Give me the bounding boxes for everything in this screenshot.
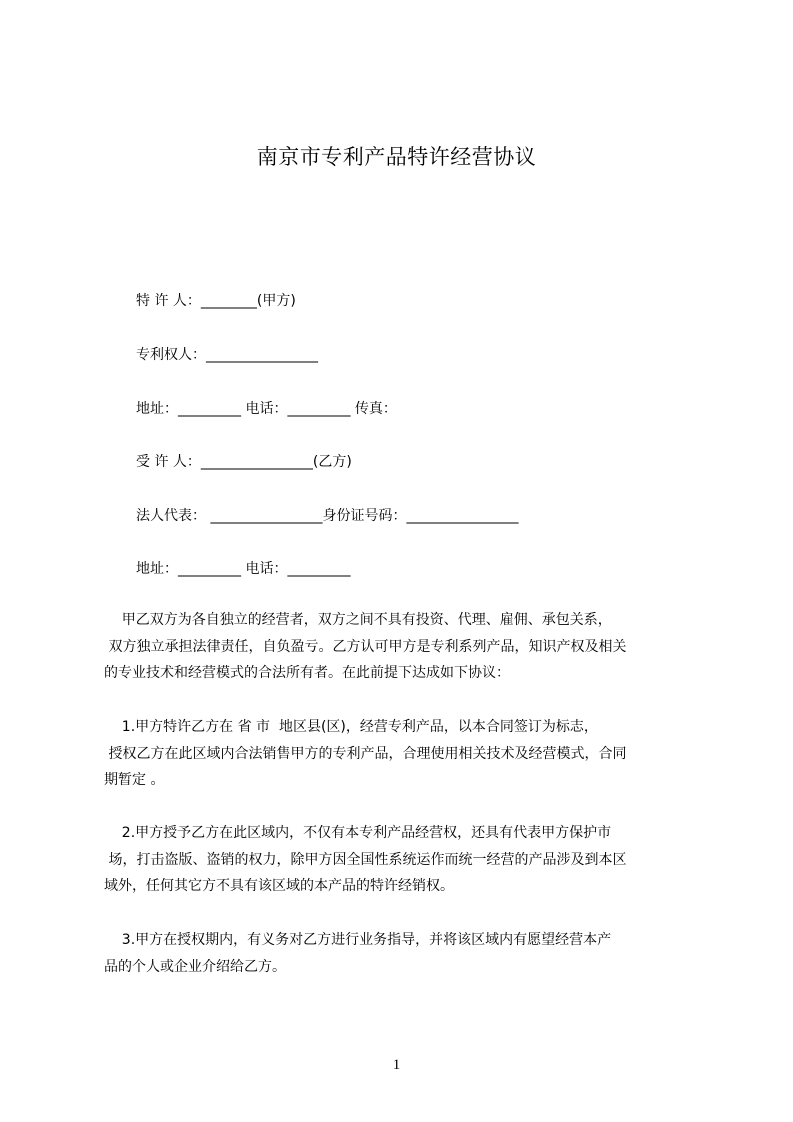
paragraph-line: 的专业技术和经营模式的合法所有者。在此前提下达成如下协议： [104, 665, 510, 681]
paragraph-line: 2.甲方授予乙方在此区域内，不仅有本专利产品经营权，还具有代表甲方保护市 [104, 825, 612, 841]
paragraph-line: 3.甲方在授权期内，有义务对乙方进行业务指导，并将该区域内有愿望经营本产 [104, 932, 612, 948]
patentee-field: 专利权人：________________ [136, 347, 318, 363]
paragraph-line: 品的个人或企业介绍给乙方。 [104, 958, 286, 975]
clause-1-paragraph [104, 714, 700, 794]
paragraph-line: 期暂定 。 [104, 772, 165, 788]
licensee-contact-field: 地址：_________ 电话：_________ [136, 561, 351, 577]
paragraph-line: 甲乙双方为各自独立的经营者，双方之间不具有投资、代理、雇佣、承包关系， [104, 612, 612, 628]
legal-representative-field: 法人代表： ________________身份证号码：________________ [136, 508, 519, 524]
page-number: 1 [392, 1057, 401, 1073]
paragraph-line: 授权乙方在此区域内合法销售甲方的专利产品，合理使用相关技术及经营模式，合同 [104, 745, 627, 762]
licensor-contact-field: 地址：_________ 电话：_________ 传真： [136, 401, 397, 417]
paragraph-line: 双方独立承担法律责任，自负盈亏。乙方认可甲方是专利系列产品，知识产权及相关 [104, 638, 627, 655]
licensor-field: 特 许 人：________(甲方) [136, 293, 296, 309]
paragraph-line: 域外，任何其它方不具有该区域的本产品的特许经销权。 [104, 878, 454, 894]
clause-2-paragraph [104, 820, 700, 900]
paragraph-line: 1.甲方特许乙方在 省 市 地区县(区)，经营专利产品，以本合同签订为标志， [104, 719, 598, 735]
clause-3-paragraph [104, 927, 700, 980]
licensee-field: 受 许 人：________________(乙方) [136, 454, 352, 470]
preamble-paragraph [104, 607, 700, 687]
document-title: 南京市专利产品特许经营协议 [256, 145, 537, 169]
paragraph-line: 场，打击盗版、盗销的权力，除甲方因全国性系统运作而统一经营的产品涉及到本区 [104, 851, 627, 868]
